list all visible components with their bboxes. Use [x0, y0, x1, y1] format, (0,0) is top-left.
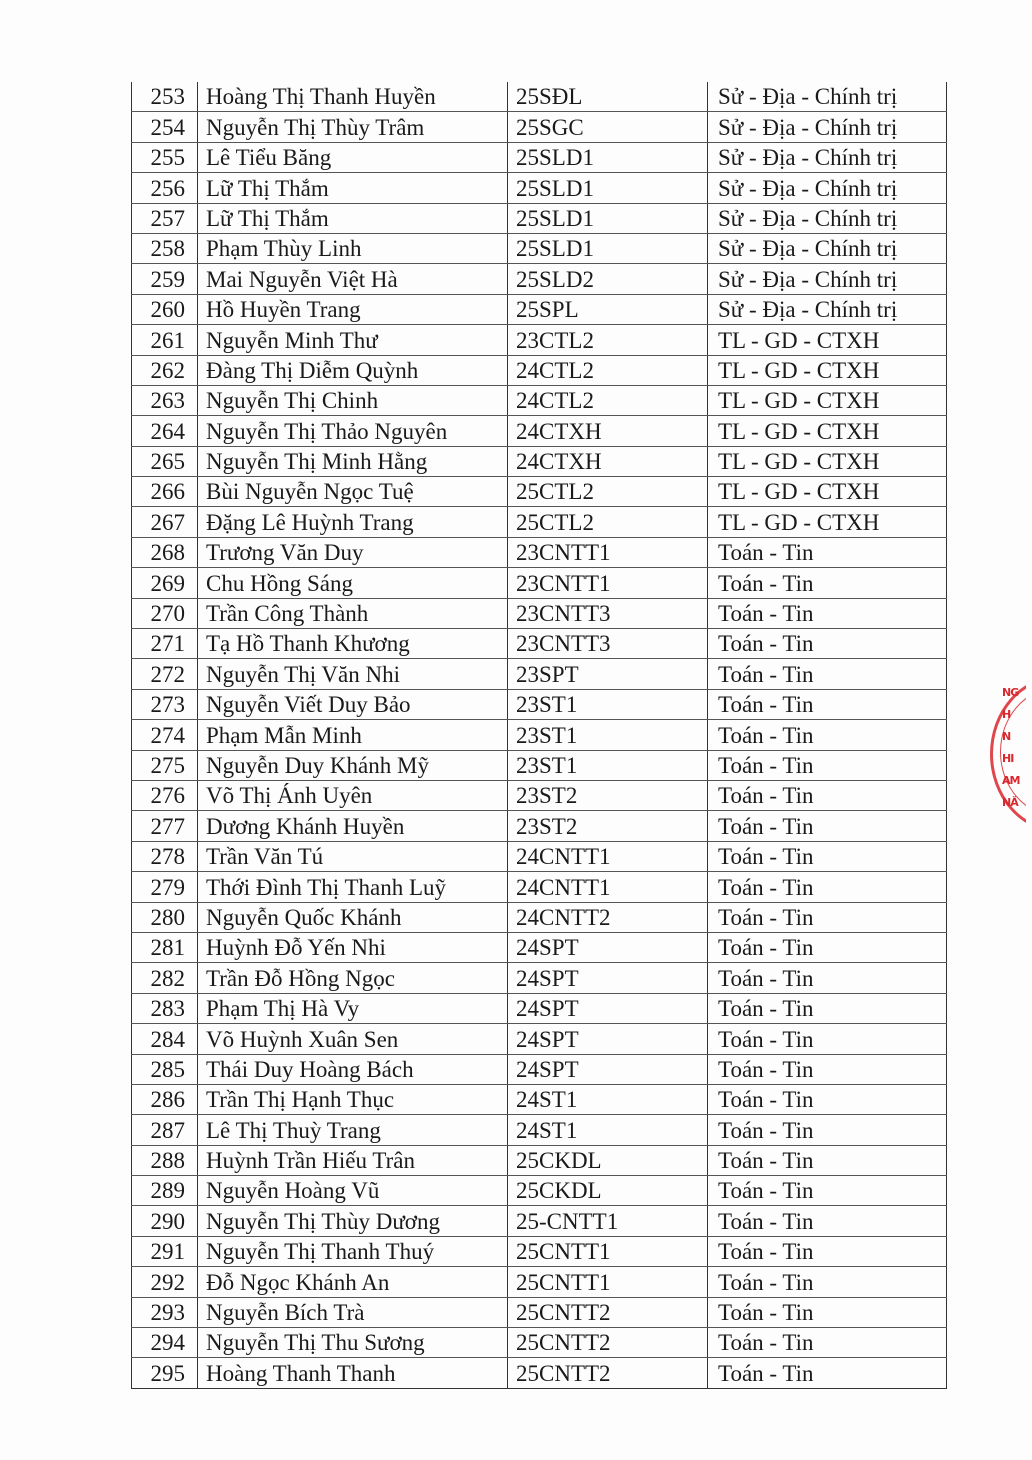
- student-name: Trần Đỗ Hồng Ngọc: [198, 963, 508, 993]
- row-number: 279: [132, 872, 198, 902]
- row-number: 272: [132, 659, 198, 689]
- row-number: 293: [132, 1297, 198, 1327]
- class-code: 25CNTT2: [508, 1297, 708, 1327]
- class-code: 25SLD1: [508, 203, 708, 233]
- student-name: Nguyễn Bích Trà: [198, 1297, 508, 1327]
- student-name: Nguyễn Thị Chinh: [198, 385, 508, 415]
- class-code: 23CNTT3: [508, 629, 708, 659]
- table-row: [132, 1236, 947, 1266]
- table-row: [132, 1054, 947, 1084]
- row-number: 282: [132, 963, 198, 993]
- student-name: Mai Nguyễn Việt Hà: [198, 264, 508, 294]
- student-name: Hồ Huyền Trang: [198, 294, 508, 324]
- field-of-study: TL - GD - CTXH: [708, 355, 947, 385]
- field-of-study: TL - GD - CTXH: [708, 507, 947, 537]
- class-code: 24CTXH: [508, 416, 708, 446]
- field-of-study: Toán - Tin: [708, 537, 947, 567]
- class-code: 25CKDL: [508, 1145, 708, 1175]
- row-number: 278: [132, 841, 198, 871]
- class-code: 23ST1: [508, 720, 708, 750]
- student-name: Phạm Mẫn Minh: [198, 720, 508, 750]
- field-of-study: TL - GD - CTXH: [708, 325, 947, 355]
- table-row: [132, 142, 947, 172]
- class-code: 25SLD1: [508, 142, 708, 172]
- field-of-study: Toán - Tin: [708, 780, 947, 810]
- student-name: Dương Khánh Huyền: [198, 811, 508, 841]
- field-of-study: Sử - Địa - Chính trị: [708, 82, 947, 112]
- field-of-study: Sử - Địa - Chính trị: [708, 173, 947, 203]
- table-row: [132, 1358, 947, 1388]
- class-code: 25SĐL: [508, 82, 708, 112]
- field-of-study: Toán - Tin: [708, 1297, 947, 1327]
- row-number: 267: [132, 507, 198, 537]
- class-code: 25CNTT1: [508, 1267, 708, 1297]
- student-name: Lê Tiểu Băng: [198, 142, 508, 172]
- student-name: Phạm Thùy Linh: [198, 233, 508, 263]
- field-of-study: Sử - Địa - Chính trị: [708, 142, 947, 172]
- row-number: 283: [132, 993, 198, 1023]
- class-code: 23CNTT3: [508, 598, 708, 628]
- class-code: 24CNTT2: [508, 902, 708, 932]
- row-number: 294: [132, 1328, 198, 1358]
- class-code: 24ST1: [508, 1084, 708, 1114]
- class-code: 25CKDL: [508, 1176, 708, 1206]
- class-code: 25CNTT2: [508, 1328, 708, 1358]
- row-number: 288: [132, 1145, 198, 1175]
- field-of-study: Sử - Địa - Chính trị: [708, 112, 947, 142]
- table-row: [132, 1297, 947, 1327]
- class-code: 23CNTT1: [508, 568, 708, 598]
- table-row: [132, 993, 947, 1023]
- field-of-study: TL - GD - CTXH: [708, 385, 947, 415]
- class-code: 25CTL2: [508, 507, 708, 537]
- class-code: 24SPT: [508, 1054, 708, 1084]
- table-row: [132, 720, 947, 750]
- student-name: Nguyễn Thị Thùy Dương: [198, 1206, 508, 1236]
- table-row: [132, 294, 947, 324]
- field-of-study: Toán - Tin: [708, 811, 947, 841]
- student-name: Trần Công Thành: [198, 598, 508, 628]
- table-row: [132, 1115, 947, 1145]
- class-code: 23CNTT1: [508, 537, 708, 567]
- row-number: 273: [132, 689, 198, 719]
- class-code: 23ST2: [508, 780, 708, 810]
- field-of-study: Toán - Tin: [708, 629, 947, 659]
- student-name: Nguyễn Quốc Khánh: [198, 902, 508, 932]
- field-of-study: Toán - Tin: [708, 659, 947, 689]
- row-number: 289: [132, 1176, 198, 1206]
- table-row: [132, 537, 947, 567]
- row-number: 269: [132, 568, 198, 598]
- table-row: [132, 932, 947, 962]
- row-number: 265: [132, 446, 198, 476]
- student-name: Huỳnh Đỗ Yến Nhi: [198, 932, 508, 962]
- table-row: [132, 1267, 947, 1297]
- row-number: 292: [132, 1267, 198, 1297]
- table-row: [132, 963, 947, 993]
- table-row: [132, 629, 947, 659]
- field-of-study: Toán - Tin: [708, 750, 947, 780]
- row-number: 295: [132, 1358, 198, 1388]
- row-number: 274: [132, 720, 198, 750]
- official-seal-stamp: [986, 672, 1026, 832]
- student-name: Bùi Nguyễn Ngọc Tuệ: [198, 477, 508, 507]
- table-row: [132, 416, 947, 446]
- student-name: Nguyễn Thị Thảo Nguyên: [198, 416, 508, 446]
- class-code: 25SLD1: [508, 173, 708, 203]
- student-name: Trương Văn Duy: [198, 537, 508, 567]
- row-number: 280: [132, 902, 198, 932]
- row-number: 264: [132, 416, 198, 446]
- table-row: [132, 659, 947, 689]
- field-of-study: Toán - Tin: [708, 841, 947, 871]
- row-number: 281: [132, 932, 198, 962]
- class-code: 25CNTT1: [508, 1236, 708, 1266]
- class-code: 24CTL2: [508, 385, 708, 415]
- student-name: Huỳnh Trần Hiếu Trân: [198, 1145, 508, 1175]
- field-of-study: Toán - Tin: [708, 1084, 947, 1114]
- field-of-study: Toán - Tin: [708, 1328, 947, 1358]
- table-row: [132, 750, 947, 780]
- row-number: 253: [132, 82, 198, 112]
- row-number: 291: [132, 1236, 198, 1266]
- class-code: 25SPL: [508, 294, 708, 324]
- student-name: Nguyễn Thị Thanh Thuý: [198, 1236, 508, 1266]
- field-of-study: Toán - Tin: [708, 902, 947, 932]
- seal-text-fragments: NG H N HI AM NĂ: [1002, 686, 1020, 809]
- class-code: 24CTXH: [508, 446, 708, 476]
- table-row: [132, 355, 947, 385]
- table-row: [132, 1145, 947, 1175]
- student-name: Võ Thị Ánh Uyên: [198, 780, 508, 810]
- table-row: [132, 82, 947, 112]
- class-code: 24SPT: [508, 1024, 708, 1054]
- table-row: [132, 1176, 947, 1206]
- student-name: Lữ Thị Thắm: [198, 173, 508, 203]
- row-number: 276: [132, 780, 198, 810]
- class-code: 23ST1: [508, 689, 708, 719]
- student-name: Hoàng Thanh Thanh: [198, 1358, 508, 1388]
- student-name: Nguyễn Thị Thùy Trâm: [198, 112, 508, 142]
- row-number: 285: [132, 1054, 198, 1084]
- field-of-study: TL - GD - CTXH: [708, 446, 947, 476]
- field-of-study: Toán - Tin: [708, 1115, 947, 1145]
- table-row: [132, 173, 947, 203]
- field-of-study: TL - GD - CTXH: [708, 477, 947, 507]
- row-number: 277: [132, 811, 198, 841]
- student-name: Lữ Thị Thắm: [198, 203, 508, 233]
- student-name: Nguyễn Thị Văn Nhi: [198, 659, 508, 689]
- student-name: Thới Đình Thị Thanh Luỹ: [198, 872, 508, 902]
- student-name: Nguyễn Minh Thư: [198, 325, 508, 355]
- table-row: [132, 841, 947, 871]
- class-code: 25SLD1: [508, 233, 708, 263]
- table-row: [132, 568, 947, 598]
- class-code: 24SPT: [508, 993, 708, 1023]
- class-code: 25SLD2: [508, 264, 708, 294]
- class-code: 24CNTT1: [508, 872, 708, 902]
- row-number: 258: [132, 233, 198, 263]
- class-code: 23SPT: [508, 659, 708, 689]
- class-code: 23ST1: [508, 750, 708, 780]
- row-number: 275: [132, 750, 198, 780]
- field-of-study: Toán - Tin: [708, 963, 947, 993]
- field-of-study: Toán - Tin: [708, 689, 947, 719]
- field-of-study: Toán - Tin: [708, 1145, 947, 1175]
- table-row: [132, 233, 947, 263]
- class-code: 23ST2: [508, 811, 708, 841]
- row-number: 257: [132, 203, 198, 233]
- row-number: 255: [132, 142, 198, 172]
- class-code: 24CTL2: [508, 355, 708, 385]
- table-row: [132, 1024, 947, 1054]
- field-of-study: Toán - Tin: [708, 1236, 947, 1266]
- row-number: 286: [132, 1084, 198, 1114]
- student-name: Phạm Thị Hà Vy: [198, 993, 508, 1023]
- row-number: 268: [132, 537, 198, 567]
- class-code: 24SPT: [508, 963, 708, 993]
- roster-body: [132, 82, 947, 1388]
- table-row: [132, 1206, 947, 1236]
- field-of-study: Sử - Địa - Chính trị: [708, 264, 947, 294]
- student-name: Thái Duy Hoàng Bách: [198, 1054, 508, 1084]
- field-of-study: Sử - Địa - Chính trị: [708, 203, 947, 233]
- row-number: 254: [132, 112, 198, 142]
- table-row: [132, 112, 947, 142]
- row-number: 262: [132, 355, 198, 385]
- table-row: [132, 872, 947, 902]
- field-of-study: Toán - Tin: [708, 1024, 947, 1054]
- class-code: 24CNTT1: [508, 841, 708, 871]
- row-number: 270: [132, 598, 198, 628]
- row-number: 259: [132, 264, 198, 294]
- student-name: Đàng Thị Diễm Quỳnh: [198, 355, 508, 385]
- table-row: [132, 507, 947, 537]
- class-code: 25SGC: [508, 112, 708, 142]
- table-row: [132, 1328, 947, 1358]
- field-of-study: TL - GD - CTXH: [708, 416, 947, 446]
- field-of-study: Toán - Tin: [708, 1267, 947, 1297]
- class-code: 23CTL2: [508, 325, 708, 355]
- student-name: Trần Văn Tú: [198, 841, 508, 871]
- table-row: [132, 264, 947, 294]
- field-of-study: Toán - Tin: [708, 872, 947, 902]
- student-name: Nguyễn Thị Minh Hằng: [198, 446, 508, 476]
- student-name: Lê Thị Thuỳ Trang: [198, 1115, 508, 1145]
- field-of-study: Toán - Tin: [708, 568, 947, 598]
- table-row: [132, 203, 947, 233]
- student-name: Trần Thị Hạnh Thục: [198, 1084, 508, 1114]
- student-name: Chu Hồng Sáng: [198, 568, 508, 598]
- field-of-study: Toán - Tin: [708, 932, 947, 962]
- table-row: [132, 477, 947, 507]
- field-of-study: Toán - Tin: [708, 1358, 947, 1388]
- field-of-study: Sử - Địa - Chính trị: [708, 233, 947, 263]
- row-number: 256: [132, 173, 198, 203]
- row-number: 287: [132, 1115, 198, 1145]
- table-row: [132, 598, 947, 628]
- table-row: [132, 325, 947, 355]
- field-of-study: Toán - Tin: [708, 993, 947, 1023]
- row-number: 271: [132, 629, 198, 659]
- field-of-study: Toán - Tin: [708, 1176, 947, 1206]
- student-name: Đặng Lê Huỳnh Trang: [198, 507, 508, 537]
- table-row: [132, 385, 947, 415]
- row-number: 266: [132, 477, 198, 507]
- row-number: 284: [132, 1024, 198, 1054]
- row-number: 261: [132, 325, 198, 355]
- class-code: 25CNTT2: [508, 1358, 708, 1388]
- table-row: [132, 780, 947, 810]
- student-name: Nguyễn Duy Khánh Mỹ: [198, 750, 508, 780]
- table-row: [132, 811, 947, 841]
- field-of-study: Toán - Tin: [708, 720, 947, 750]
- class-code: 24SPT: [508, 932, 708, 962]
- row-number: 290: [132, 1206, 198, 1236]
- student-name: Tạ Hồ Thanh Khương: [198, 629, 508, 659]
- class-code: 24ST1: [508, 1115, 708, 1145]
- student-name: Võ Huỳnh Xuân Sen: [198, 1024, 508, 1054]
- student-roster-table: [131, 82, 947, 1389]
- field-of-study: Toán - Tin: [708, 1206, 947, 1236]
- student-name: Nguyễn Viết Duy Bảo: [198, 689, 508, 719]
- field-of-study: Sử - Địa - Chính trị: [708, 294, 947, 324]
- student-name: Đỗ Ngọc Khánh An: [198, 1267, 508, 1297]
- student-name: Nguyễn Thị Thu Sương: [198, 1328, 508, 1358]
- class-code: 25CTL2: [508, 477, 708, 507]
- field-of-study: Toán - Tin: [708, 1054, 947, 1084]
- table-row: [132, 902, 947, 932]
- student-name: Hoàng Thị Thanh Huyền: [198, 82, 508, 112]
- row-number: 260: [132, 294, 198, 324]
- field-of-study: Toán - Tin: [708, 598, 947, 628]
- row-number: 263: [132, 385, 198, 415]
- student-name: Nguyễn Hoàng Vũ: [198, 1176, 508, 1206]
- class-code: 25-CNTT1: [508, 1206, 708, 1236]
- table-row: [132, 446, 947, 476]
- table-row: [132, 689, 947, 719]
- table-row: [132, 1084, 947, 1114]
